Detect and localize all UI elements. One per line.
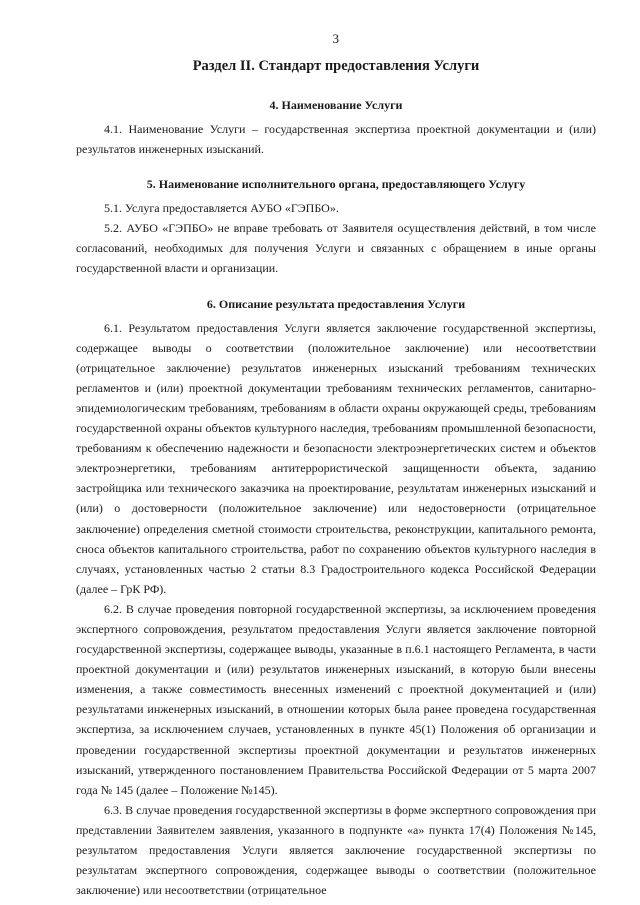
paragraph-4-1: 4.1. Наименование Услуги – государственная экспертиза проектной документации и (или) результатов инженерных изысканий.: [76, 122, 596, 157]
subsection-5: [76, 175, 596, 278]
subsection-4: [76, 96, 596, 159]
subsection-6: [76, 295, 596, 901]
subsection-title: 4. Наименование Услуги: [269, 98, 403, 112]
page-number: 3: [332, 31, 340, 46]
document-page: [76, 30, 596, 900]
paragraph-5-1: 5.1. Услуга предоставляется АУБО «ГЭПБО».: [104, 201, 339, 216]
paragraph-6-3: 6.3. В случае проведения государственной экспертизы в форме экспертного сопровождения при представлении Заявителем заявления, указанного в подпункте «а» пункта 17(4) Положения №145, результатом предоставления Услуги является заключение государственной экспертизы по результатам экспертного сопровождения, содержащее выводы о соответствии (положительное заключение) или несоответствии (отрицательное: [76, 802, 596, 898]
subsection-title: 5. Наименование исполнительного органа, предоставляющего Услугу: [146, 177, 526, 192]
paragraph-6-1: 6.1. Результатом предоставления Услуги является заключение государственной экспертизы, содержащее выводы о соответствии (положительное заключение) или несоответствии (отрицательное заключение) результатов инженерных изысканий требованиям технических регламентов и (или) проектной документации требованиям технических регламентов, санитарно-эпидемиологическим требованиям, требованиям в области охраны окружающей среды, требованиям государственной охраны объектов культурного наследия, требованиям промышленной безопасности, требованиям к обеспечению надежности и безопасности электроэнергетических систем и объектов электроэнергетики, требованиям антитеррористической защищенности объекта, заданию застройщика или технического заказчика на проектирование, результатам инженерных изысканий и (или) о достоверности (положительное заключение) или недостоверности (отрицательное заключение) определения сметной стоимости строительства, реконструкции, капитального ремонта, сноса объектов капитального строительства, работ по сохранению объектов культурного наследия в случаях, установленных частью 2 статьи 8.3 Градостроительного кодекса Российской Федерации (далее – ГрК РФ).: [76, 320, 596, 596]
paragraph-6-2: 6.2. В случае проведения повторной государственной экспертизы, за исключением проведения экспертного сопровождения, результатом предоставления Услуги является заключение повторной государственной экспертизы, содержащее выводы, указанные в п.6.1 настоящего Регламента, в части проектной документации и (или) результатов инженерных изысканий, в которую были внесены изменения, а также совместимость внесенных изменений с проектной документацией и (или) результатами инженерных изысканий, в отношении которых была ранее проведена государственная экспертиза, за исключением случаев, установленных в пункте 45(1) Положения об организации и проведении государственной экспертизы проектной документации и результатов инженерных изысканий, утвержденного постановлением Правительства Российской Федерации от 5 марта 2007 года № 145 (далее – Положение №145).: [76, 601, 596, 797]
section-title: Раздел II. Стандарт предоставления Услуги: [192, 58, 480, 74]
paragraph-5-2: 5.2. АУБО «ГЭПБО» не вправе требовать от Заявителя осуществления действий, в том числе согласований, необходимых для получения Услуги и связанных с обращением в иные органы государственной власти и организации.: [76, 221, 596, 276]
subsection-title: 6. Описание результата предоставления Услуги: [206, 296, 466, 311]
